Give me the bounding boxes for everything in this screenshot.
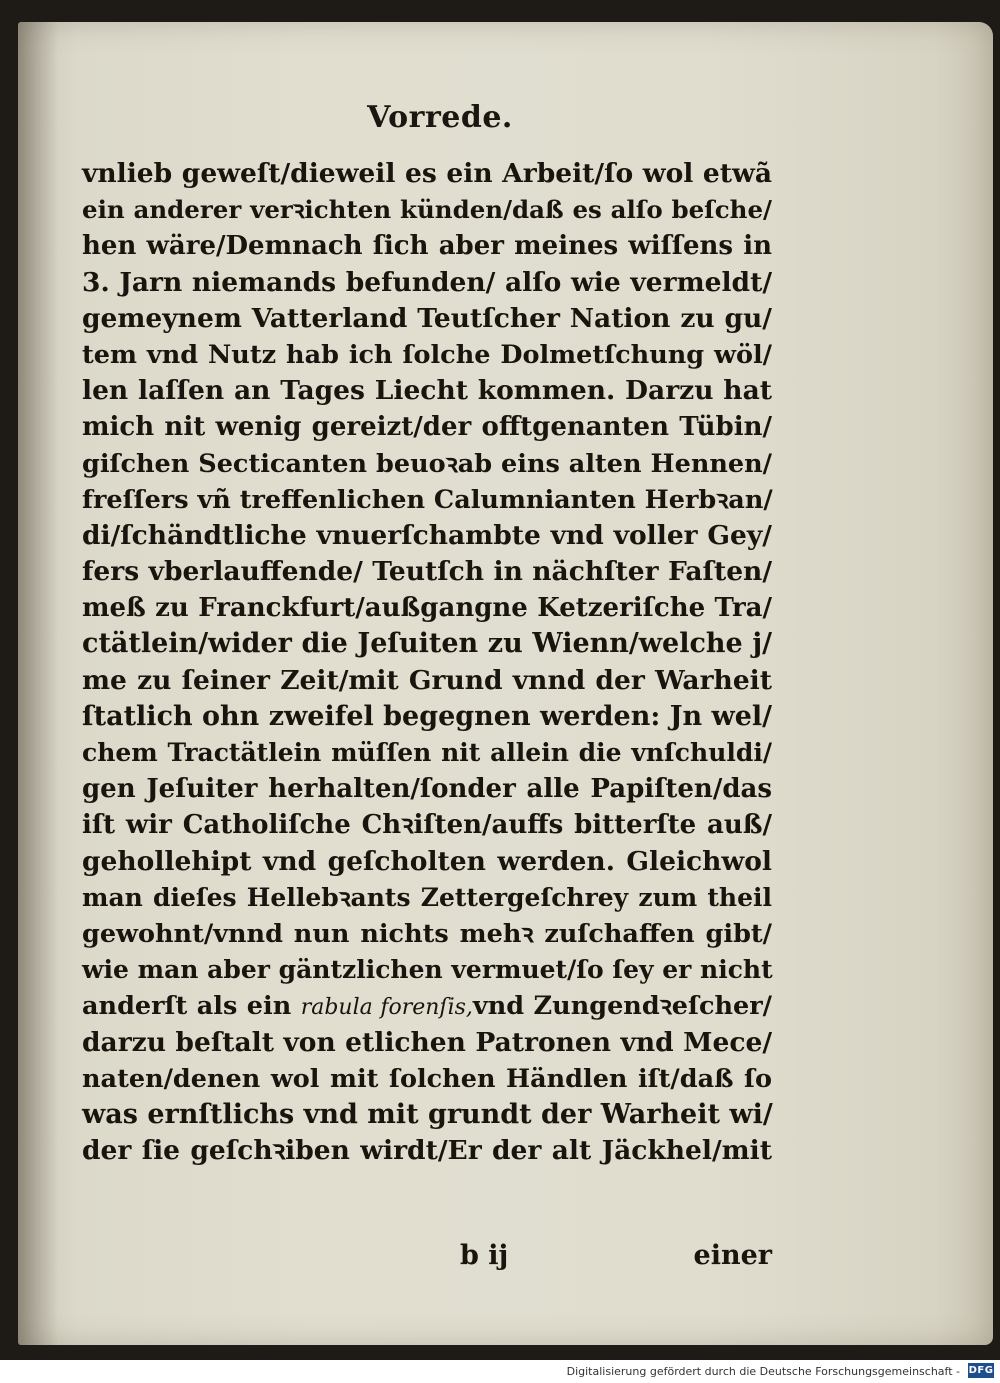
text-line: darzu beſtalt von etlichen Patronen vnd Mece/ <box>82 1026 772 1058</box>
text-line: naten/denen wol mit ſolchen Händlen iſt/daß ſo <box>82 1063 772 1094</box>
text-line: vnlieb geweſt/dieweil es ein Arbeit/ſo wol etwã <box>82 158 772 189</box>
latin-phrase: rabula forenſis, <box>300 995 473 1021</box>
dfg-logo-icon: DFG <box>968 1365 994 1376</box>
text-line: freſſers vñ treffenlichen Calumnianten Herbꝛan/ <box>82 484 773 515</box>
text-line: ctätlein/wider die Jeſuiten zu Wienn/welche j/ <box>82 628 772 660</box>
body-text <box>82 156 772 1169</box>
text-line: len laſſen an Tages Liecht kommen. Darzu hat <box>82 375 772 407</box>
text-line: me zu ſeiner Zeit/mit Grund vnnd der Warheit <box>82 664 772 696</box>
text-line: 3. Jarn niemands befunden/ alſo wie vermeldt/ <box>82 266 772 298</box>
text-line: ein anderer verꝛichten künden/daß es alſo beſche/ <box>82 195 772 225</box>
text-line: der ſie geſchꝛiben wirdt/Er der alt Jäckhel/mit <box>82 1135 772 1167</box>
text-line: mich nit wenig gereizt/der offtgenanten Tübin/ <box>82 412 772 443</box>
text-line: gen Jeſuiter herhalten/ſonder alle Papiſten/das <box>82 774 772 805</box>
text-line: fers vberlauffende/ Teutſch in nächſter Faſten/ <box>82 556 772 588</box>
catchword: einer <box>693 1240 772 1271</box>
text-line: gehollehipt vnd geſcholten werden. Gleichwol <box>82 845 772 877</box>
page-foot <box>82 1240 772 1280</box>
text-segment: anderſt als ein <box>82 991 301 1022</box>
text-line: ſtatlich ohn zweifel begegnen werden: Jn wel/ <box>82 700 773 732</box>
text-line: wie man aber gäntzlichen vermuet/ſo ſey er nicht <box>82 955 773 985</box>
text-segment: vnd Zungendꝛeſcher/ <box>472 991 772 1022</box>
text-line: gewohnt/vnnd nun nichts mehꝛ zuſchaffen gibt/ <box>82 918 772 949</box>
text-line: iſt wir Catholiſche Chꝛiſten/auffs bitterſte auß/ <box>82 810 772 841</box>
text-line: man dieſes Hellebꝛants Zettergeſchrey zum theil <box>82 882 772 912</box>
signature-mark: b ij <box>460 1240 509 1271</box>
text-line: chem Tractätlein müſſen nit allein die vnſchuldi/ <box>82 738 772 767</box>
running-head: Vorrede. <box>367 100 513 135</box>
text-line-with-latin <box>82 988 772 1024</box>
text-line: di/ſchändtliche vnuerſchambte vnd voller Gey/ <box>82 519 772 551</box>
text-line: was ernſtlichs vnd mit grundt der Warheit wi/ <box>82 1098 773 1130</box>
text-line: meß zu Franckfurt/außgangne Ketzeriſche Tra/ <box>82 593 772 624</box>
text-line: giſchen Secticanten beuoꝛab eins alten Hennen/ <box>82 448 772 479</box>
text-line: hen wäre/Demnach ſich aber meines wiſſens in <box>82 231 772 262</box>
funding-credit: Digitalisierung gefördert durch die Deutsche Forschungsgemeinschaft - <box>566 1365 960 1378</box>
gutter-shadow <box>18 22 58 1345</box>
text-line: gemeynem Vatterland Teutſcher Nation zu gu/ <box>82 302 772 334</box>
digitization-footer <box>0 1360 1000 1383</box>
text-line: tem vnd Nutz hab ich ſolche Dolmetſchung wöl/ <box>82 339 772 370</box>
